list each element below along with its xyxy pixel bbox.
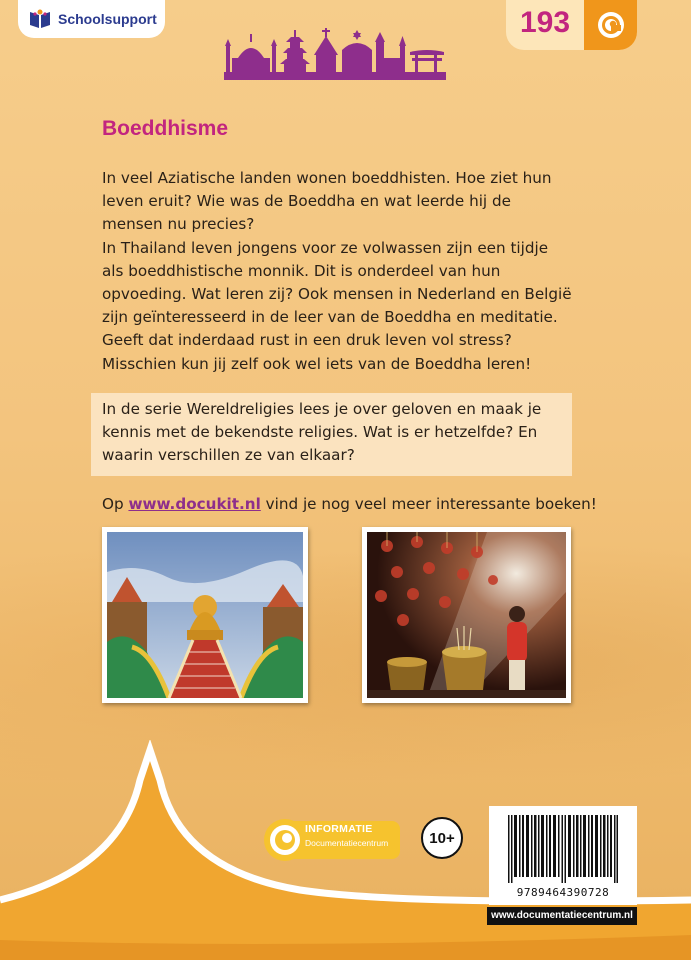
website-line-suffix: vind je nog veel meer interessante boeken! [260,495,597,513]
publisher-badge [18,0,165,38]
series-callout: In de serie Wereldreligies lees je over geloven en maak je kennis met de bekendste religies. Wat is er hetzelfde? En waarin verschillen ze van elkaar? [91,393,572,476]
publisher-name: Schoolsupport [58,11,157,27]
intro-text [102,167,572,376]
religious-skyline-icon [224,28,446,80]
incense-temple-illustration [367,532,566,698]
barcode-bars [508,815,618,883]
website-url[interactable]: www.documentatiecentrum.nl [487,907,637,925]
website-line [102,495,597,513]
age-rating-badge: 10+ [421,817,463,859]
intro-paragraph: In veel Aziatische landen wonen boeddhisten. Hoe ziet hun leven eruit? Wie was de Boeddha en wat leerde hij de mensen nu precies? [102,169,552,234]
temple-illustration [107,532,303,698]
page-title: Boeddhisme [102,117,229,140]
incense-temple-photo [362,527,571,703]
isbn-number: 9789464390728 [516,886,610,899]
intro-paragraph: In Thailand leven jongens voor ze volwassen zijn een tijdje als boeddhistische monnik. Dit is onderdeel van hun opvoeding. Wat leren zij? Ook mensen in Nederland en België zijn geïnteresseerd in de leer van de Boeddha en meditatie. Geeft dat inderdaad rust in een druk leven vol stress? Misschien kun jij zelf ook wel iets van de Boeddha leren! [102,238,572,373]
series-badge [506,0,637,50]
schoolsupport-logo-icon [28,8,52,30]
series-number: 193 [519,6,571,39]
informatie-sublabel: Documentatiecentrum [305,838,389,848]
temple-photo [102,527,308,703]
spiral-icon [596,10,626,40]
series-icon-box [584,0,637,50]
informatie-label: INFORMATIE [305,823,373,835]
website-line-prefix: Op [102,495,129,513]
barcode [489,806,637,905]
docukit-link[interactable]: www.docukit.nl [128,495,261,513]
